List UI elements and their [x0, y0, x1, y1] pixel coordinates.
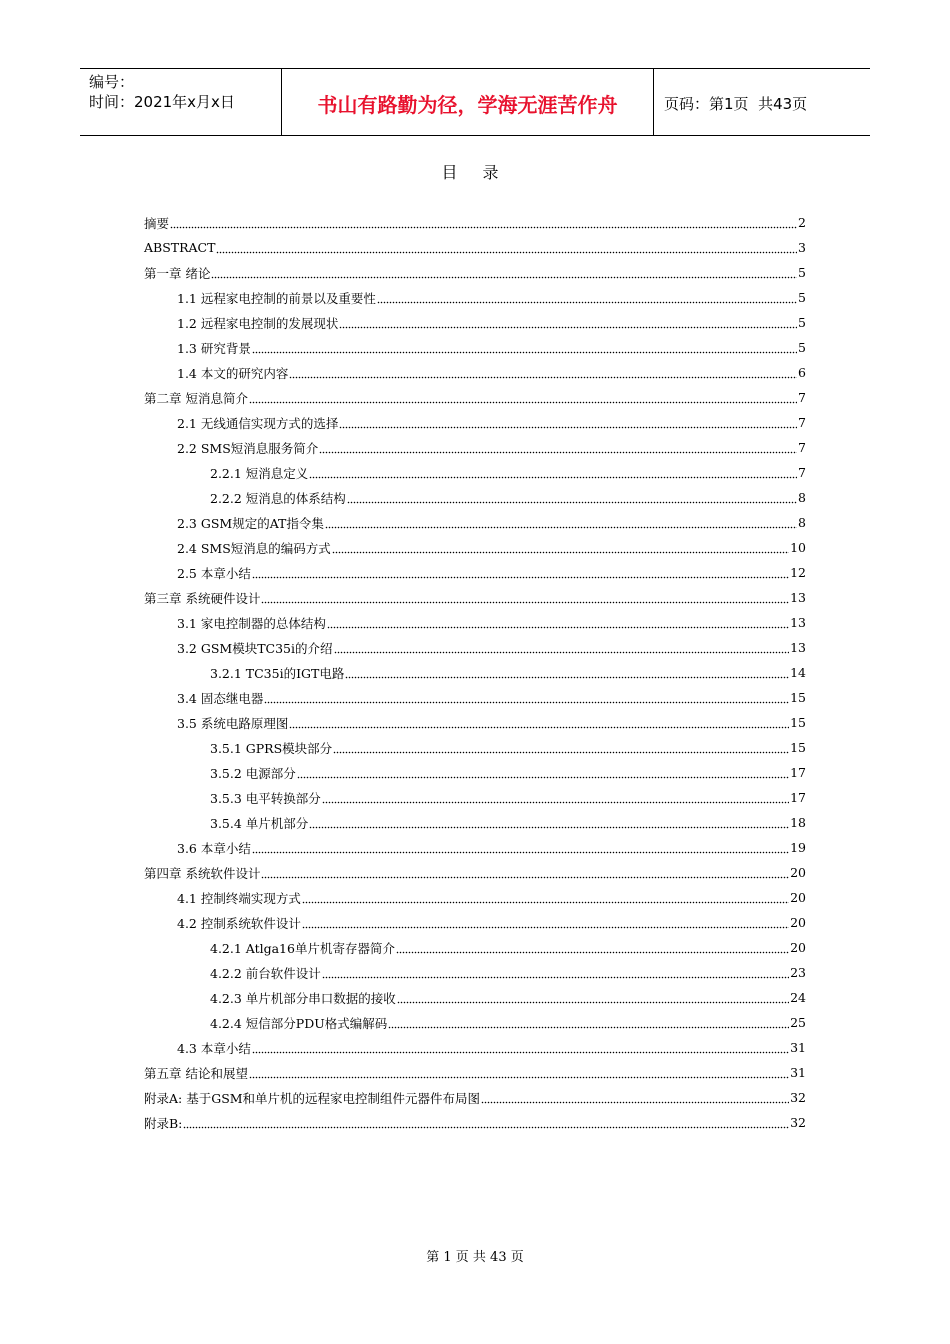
header-page-info: [654, 69, 870, 135]
toc-entry-page: 32: [790, 1115, 806, 1130]
toc-entry-title: 3.5.3 电平转换部分: [210, 790, 321, 806]
toc-entry-page: 13: [790, 615, 806, 630]
toc-dot-leader: [183, 1117, 789, 1129]
toc-entry[interactable]: [144, 285, 806, 310]
toc-dot-leader: [388, 1017, 789, 1029]
toc-dot-leader: [332, 542, 789, 554]
toc-dot-leader: [347, 492, 797, 504]
toc-entry[interactable]: [144, 685, 806, 710]
toc-dot-leader: [309, 817, 789, 829]
page-header: [80, 68, 870, 136]
toc-entry-page: 8: [798, 515, 806, 530]
toc-entry-page: 17: [790, 765, 806, 780]
toc-entry[interactable]: [144, 235, 806, 260]
toc-entry-title: 3.2 GSM模块TC35i的介绍: [177, 640, 333, 656]
toc-entry-page: 7: [798, 390, 806, 405]
toc-entry-page: 18: [790, 815, 806, 830]
document-number-label: 编号：: [89, 73, 135, 91]
toc-entry-title: 1.3 研究背景: [177, 340, 251, 356]
toc-entry-page: 19: [790, 840, 806, 855]
toc-entry-title: 第二章 短消息简介: [144, 390, 248, 406]
document-time-label: 时间：2021年x月x日: [89, 93, 235, 111]
toc-dot-leader: [397, 992, 789, 1004]
toc-entry-page: 5: [798, 265, 806, 280]
toc-entry-page: 5: [798, 315, 806, 330]
toc-entry-page: 20: [790, 865, 806, 880]
toc-entry-title: 3.5.2 电源部分: [210, 765, 296, 781]
toc-entry[interactable]: [144, 260, 806, 285]
toc-dot-leader: [211, 267, 797, 279]
toc-dot-leader: [334, 642, 790, 654]
toc-entry-page: 5: [798, 290, 806, 305]
toc-entry[interactable]: [144, 1110, 806, 1135]
toc-entry-page: 7: [798, 415, 806, 430]
toc-dot-leader: [322, 967, 789, 979]
toc-dot-leader: [252, 1042, 789, 1054]
toc-entry-title: 4.2.1 Atlga16单片机寄存器简介: [210, 940, 395, 956]
toc-entry-title: 3.5.1 GPRS模块部分: [210, 740, 333, 756]
toc-entry[interactable]: [144, 910, 806, 935]
toc-dot-leader: [289, 717, 789, 729]
toc-entry-page: 15: [790, 740, 806, 755]
toc-entry-page: 6: [798, 365, 806, 380]
toc-entry-page: 31: [790, 1040, 806, 1055]
toc-entry-title: 2.5 本章小结: [177, 565, 251, 581]
toc-entry-title: 2.4 SMS短消息的编码方式: [177, 540, 331, 556]
toc-entry-title: 附录B:: [144, 1115, 183, 1131]
toc-dot-leader: [339, 317, 797, 329]
toc-entry[interactable]: [144, 760, 806, 785]
toc-entry-title: 3.4 固态继电器: [177, 690, 264, 706]
toc-entry-title: 3.2.1 TC35i的IGT电路: [210, 665, 345, 681]
toc-entry[interactable]: [144, 710, 806, 735]
toc-dot-leader: [322, 792, 789, 804]
toc-entry[interactable]: [144, 835, 806, 860]
toc-dot-leader: [396, 942, 789, 954]
toc-dot-leader: [249, 1067, 789, 1079]
toc-entry-title: 4.2.2 前台软件设计: [210, 965, 321, 981]
toc-dot-leader: [333, 742, 789, 754]
toc-dot-leader: [216, 242, 797, 254]
toc-dot-leader: [377, 292, 797, 304]
toc-entry-title: ABSTRACT: [144, 240, 216, 255]
toc-dot-leader: [264, 692, 789, 704]
toc-entry-title: 1.2 远程家电控制的发展现状: [177, 315, 339, 331]
toc-dot-leader: [252, 567, 789, 579]
toc-dot-leader: [297, 767, 789, 779]
toc-entry-page: 7: [798, 440, 806, 455]
toc-entry[interactable]: [144, 460, 806, 485]
toc-entry-title: 第四章 系统软件设计: [144, 865, 261, 881]
toc-dot-leader: [170, 217, 797, 229]
toc-entry-title: 第一章 绪论: [144, 265, 211, 281]
toc-entry-page: 10: [790, 540, 806, 555]
footer-page-number: 第 1 页 共 43 页: [426, 1250, 524, 1265]
header-page-info-text: 页码：第1页 共43页: [664, 94, 808, 113]
header-meta: [80, 69, 282, 135]
toc-entry-page: 23: [790, 965, 806, 980]
toc-entry[interactable]: [144, 510, 806, 535]
toc-dot-leader: [345, 667, 789, 679]
toc-entry[interactable]: [144, 735, 806, 760]
toc-entry-title: 1.1 远程家电控制的前景以及重要性: [177, 290, 376, 306]
toc-entry-title: 2.1 无线通信实现方式的选择: [177, 415, 339, 431]
toc-entry[interactable]: [144, 435, 806, 460]
toc-dot-leader: [261, 592, 789, 604]
toc-entry-title: 4.1 控制终端实现方式: [177, 890, 301, 906]
toc-entry[interactable]: [144, 860, 806, 885]
toc-entry-title: 4.2 控制系统软件设计: [177, 915, 301, 931]
toc-entry-title: 3.5 系统电路原理图: [177, 715, 289, 731]
toc-entry-page: 13: [790, 590, 806, 605]
toc-entry-page: 20: [790, 915, 806, 930]
toc-entry[interactable]: [144, 660, 806, 685]
toc-entry-page: 2: [798, 215, 806, 230]
toc-entry[interactable]: [144, 985, 806, 1010]
toc-entry-title: 第三章 系统硬件设计: [144, 590, 261, 606]
toc-dot-leader: [319, 442, 797, 454]
toc-entry[interactable]: [144, 535, 806, 560]
header-motto: 书山有路勤为径，学海无涯苦作舟: [282, 69, 654, 135]
toc-entry[interactable]: [144, 635, 806, 660]
toc-entry-title: 2.2.1 短消息定义: [210, 465, 309, 481]
toc-entry[interactable]: [144, 1085, 806, 1110]
toc-entry[interactable]: [144, 1035, 806, 1060]
toc-entry[interactable]: [144, 785, 806, 810]
toc-entry-title: 3.6 本章小结: [177, 840, 251, 856]
toc-entry-page: 20: [790, 890, 806, 905]
toc-entry-page: 25: [790, 1015, 806, 1030]
toc-entry-page: 31: [790, 1065, 806, 1080]
toc-entry-title: 4.2.4 短信部分PDU格式编解码: [210, 1015, 388, 1031]
toc-entry[interactable]: [144, 385, 806, 410]
toc-entry-page: 15: [790, 690, 806, 705]
toc-entry-title: 4.2.3 单片机部分串口数据的接收: [210, 990, 396, 1006]
toc-dot-leader: [327, 617, 789, 629]
toc-entry-title: 2.2 SMS短消息服务简介: [177, 440, 319, 456]
toc-entry-page: 3: [798, 240, 806, 255]
toc-entry-title: 2.3 GSM规定的AT指令集: [177, 515, 324, 531]
toc-entry[interactable]: [144, 1060, 806, 1085]
toc-entry[interactable]: [144, 935, 806, 960]
toc-entry-page: 24: [790, 990, 806, 1005]
toc-dot-leader: [249, 392, 797, 404]
toc-title: 目 录: [441, 163, 509, 182]
toc-entry[interactable]: [144, 1010, 806, 1035]
toc-entry[interactable]: [144, 410, 806, 435]
toc-dot-leader: [252, 842, 789, 854]
toc-entry-page: 13: [790, 640, 806, 655]
toc-entry[interactable]: [144, 560, 806, 585]
toc-dot-leader: [481, 1092, 789, 1104]
toc-entry-title: 3.1 家电控制器的总体结构: [177, 615, 326, 631]
toc-dot-leader: [325, 517, 797, 529]
toc-dot-leader: [339, 417, 797, 429]
toc-entry-page: 5: [798, 340, 806, 355]
toc-entry[interactable]: [144, 960, 806, 985]
toc-dot-leader: [252, 342, 797, 354]
toc-entry[interactable]: [144, 360, 806, 385]
table-of-contents: [144, 210, 806, 1135]
toc-dot-leader: [309, 467, 797, 479]
toc-entry-title: 4.3 本章小结: [177, 1040, 251, 1056]
toc-entry[interactable]: [144, 485, 806, 510]
toc-entry[interactable]: [144, 810, 806, 835]
toc-entry[interactable]: [144, 310, 806, 335]
toc-entry-page: 20: [790, 940, 806, 955]
toc-entry-title: 第五章 结论和展望: [144, 1065, 248, 1081]
toc-dot-leader: [261, 867, 789, 879]
toc-entry-page: 14: [790, 665, 806, 680]
toc-entry-page: 32: [790, 1090, 806, 1105]
toc-entry-title: 附录A: 基于GSM和单片机的远程家电控制组件元器件布局图: [144, 1090, 481, 1106]
toc-dot-leader: [289, 367, 797, 379]
toc-entry-page: 8: [798, 490, 806, 505]
toc-entry-page: 17: [790, 790, 806, 805]
toc-dot-leader: [302, 892, 789, 904]
toc-entry-page: 12: [790, 565, 806, 580]
toc-entry-title: 2.2.2 短消息的体系结构: [210, 490, 346, 506]
toc-entry[interactable]: [144, 885, 806, 910]
toc-entry-page: 15: [790, 715, 806, 730]
toc-entry-page: 7: [798, 465, 806, 480]
toc-entry[interactable]: [144, 335, 806, 360]
toc-entry[interactable]: [144, 585, 806, 610]
toc-entry[interactable]: [144, 610, 806, 635]
toc-entry-title: 摘要: [144, 215, 170, 231]
toc-entry[interactable]: [144, 210, 806, 235]
page-footer: [0, 1246, 950, 1265]
toc-dot-leader: [302, 917, 789, 929]
toc-entry-title: 3.5.4 单片机部分: [210, 815, 309, 831]
toc-entry-title: 1.4 本文的研究内容: [177, 365, 289, 381]
